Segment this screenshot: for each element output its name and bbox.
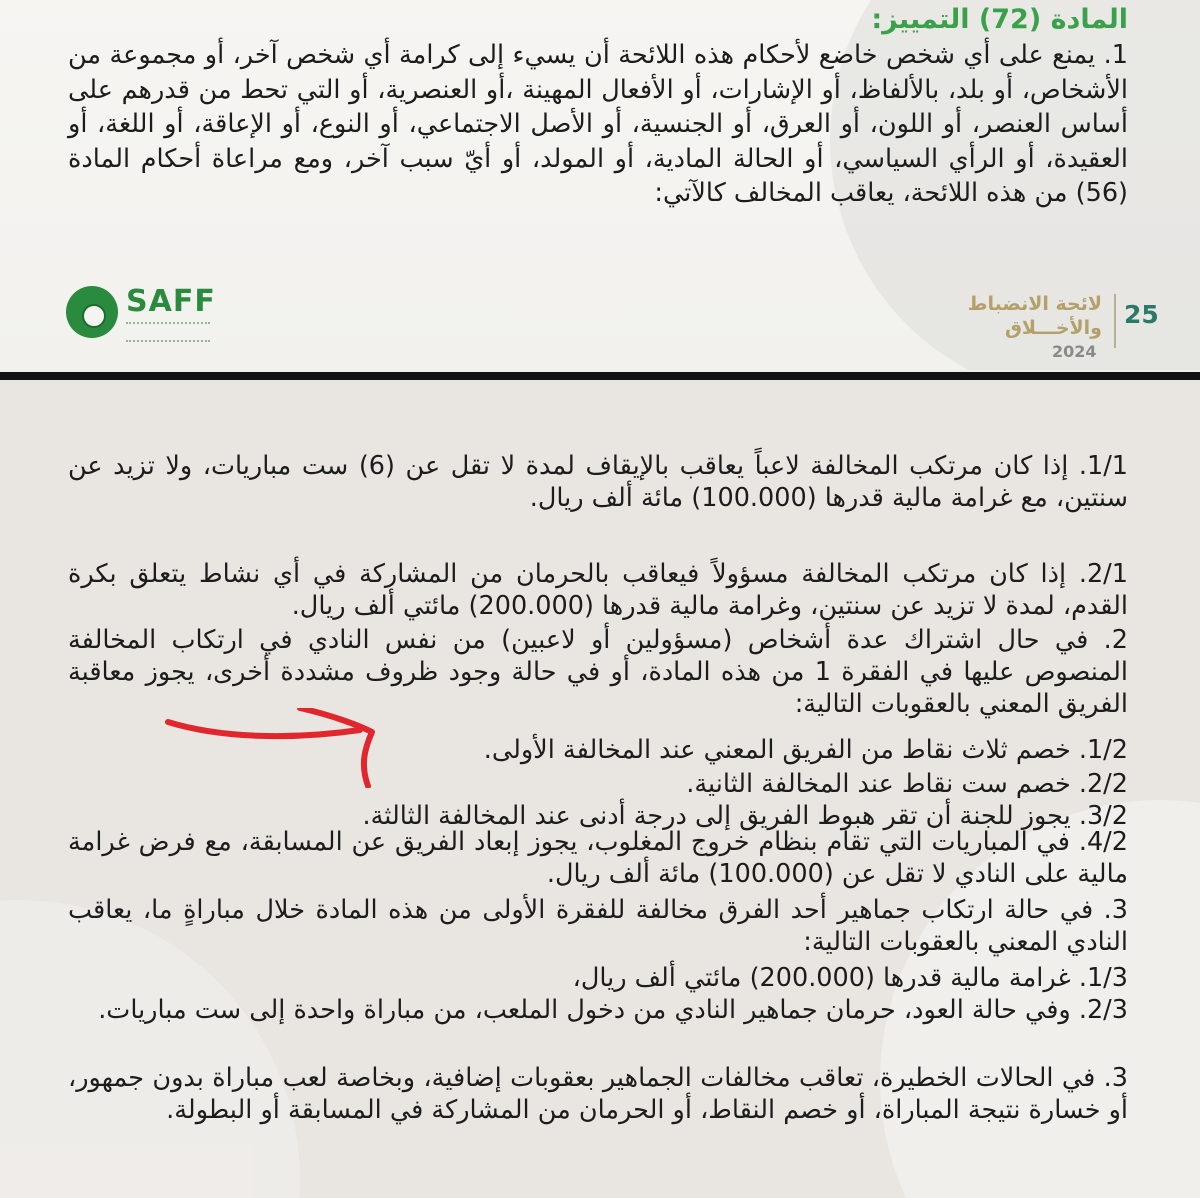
football-icon xyxy=(66,286,118,338)
paragraph-1-2: 1/2. خصم ثلاث نقاط من الفريق المعني عند المخالفة الأولى. xyxy=(483,735,1128,765)
top-page-section xyxy=(0,0,1200,370)
paragraph-1-1: 1/1. إذا كان مرتكب المخالفة لاعباً يعاقب بالإيقاف لمدة لا تقل عن (6) ست مباريات، ولا تزيد عن سنتين، مع غرامة مالية قدرها (100.000) مائة ألف ريال. xyxy=(68,451,1129,513)
red-arrow-annotation-icon xyxy=(160,708,390,788)
paragraph-3-2: 3/2. يجوز للجنة أن تقر هبوط الفريق إلى درجة أدنى عند المخالفة الثالثة. xyxy=(362,801,1128,831)
paragraph-3: 3. في حالة ارتكاب جماهير أحد الفرق مخالفة للفقرة الأولى من هذه المادة خلال مباراةٍ ما، يعاقب النادي المعني بالعقوبات التالية: xyxy=(68,895,1128,957)
paragraph-4-2: 4/2. في المباريات التي تقام بنظام خروج المغلوب، يجوز إبعاد الفريق عن المسابقة، مع فرض غرامة مالية على النادي لا تقل عن (100.000) مائة ألف ريال. xyxy=(68,827,1128,889)
footer-title xyxy=(902,292,1102,340)
logo-subtitle-decoration xyxy=(126,322,210,342)
page-number: 25 xyxy=(1124,300,1159,329)
footer-divider xyxy=(1114,294,1116,348)
paragraph-2: 2. في حال اشتراك عدة أشخاص (مسؤولين أو لاعبين) من نفس النادي في ارتكاب المخالفة المنصوص عليها في الفقرة 1 من هذه المادة، أو في حالة وجود ظروف مشددة أخرى، يجوز معاقبة الفريق المعني بالعقوبات التالية: xyxy=(68,625,1129,719)
bottom-page-section xyxy=(0,380,1200,1198)
footer-title-line2: والأخـــلاق xyxy=(1004,317,1102,339)
article-body: 1. يمنع على أي شخص خاضع لأحكام هذه اللائحة أن يسيء إلى كرامة أي شخص آخر، أو مجموعة من الأشخاص، أو بلد، بالألفاظ، أو الإشارات، أو الأفعال المهينة ،أو العنصرية، أو التي تحط من قدرهم على أساس العنصر، أو اللون، أو العرق، أو الجنسية، أو الأصل الاجتماعي، أو النوع، أو الإعاقة، أو اللغة، أو العقيدة، أو الرأي السياسي، أو الحالة المادية، أو المولد، أو أيّ سبب آخر، ومع مراعاة أحكام المادة (56) من هذه اللائحة، يعاقب المخالف كالآتي: xyxy=(68,40,1128,208)
footer-title-line1: لائحة الانضباط xyxy=(967,293,1102,315)
logo-text: SAFF xyxy=(126,284,216,319)
paragraph-2-1: 2/1. إذا كان مرتكب المخالفة مسؤولاً فيعاقب بالحرمان من المشاركة في أي نشاط يتعلق بكرة القدم، لمدة لا تزيد عن سنتين، وغرامة مالية قدرها (200.000) مائتي ألف ريال. xyxy=(68,559,1128,621)
saff-logo xyxy=(66,284,216,344)
paragraph-2-2: 2/2. خصم ست نقاط عند المخالفة الثانية. xyxy=(686,769,1128,799)
page-separator xyxy=(0,372,1200,380)
paragraph-1-3: 1/3. غرامة مالية قدرها (200.000) مائتي ألف ريال، xyxy=(572,963,1128,993)
article-title: المادة (72) التمييز: xyxy=(871,4,1128,35)
paragraph-3-serious: 3. في الحالات الخطيرة، تعاقب مخالفات الجماهير بعقوبات إضافية، وبخاصة لعب مباراة بدون جمهور، أو خسارة نتيجة المباراة، أو خصم النقاط، أو الحرمان من المشاركة في المسابقة أو البطولة. xyxy=(68,1063,1128,1125)
paragraph-2-3: 2/3. وفي حالة العود، حرمان جماهير النادي من دخول الملعب، من مباراة واحدة إلى ست مباريات. xyxy=(98,995,1128,1025)
footer-year: 2024 xyxy=(1052,342,1097,361)
